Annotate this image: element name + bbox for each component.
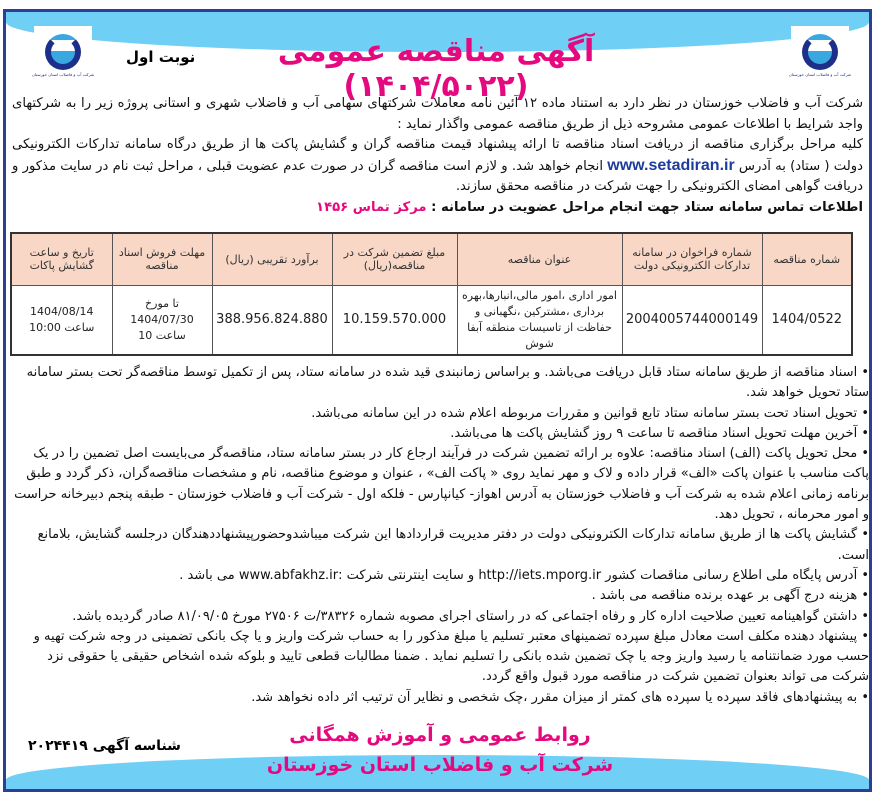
col-header: تاریخ و ساعت گشایش پاکات [11,233,112,285]
col-header: شماره فراخوان در سامانه تدارکات الکترونیکی دولت [622,233,762,285]
col-header: شماره مناقصه [762,233,852,285]
conditions-list [6,363,869,708]
table-row [11,285,852,355]
tender-number: 1404/0522 [762,285,852,355]
procedure-text: کلیه مراحل برگزاری مناقصه از دریافت اسناد مناقصه تا ارائه پیشنهاد قیمت مناقصه گران و گشایش پاکت ها از طریق درگاه سامانه تدارکات الکترونیکی دولت ( ستاد) به آدرس [12,137,863,174]
procedure-paragraph [12,135,863,198]
col-header: برآورد تقریبی (ریال) [212,233,332,285]
call-number: 2004005744000149 [622,285,762,355]
company-logo-right [788,26,852,84]
water-logo-icon [802,34,838,70]
ad-id: شناسه آگهی ۲۰۲۴۴۱۹ [28,738,181,754]
estimate-amount: 388.956.824.880 [212,285,332,355]
list-item: • آدرس پایگاه ملی اطلاع رسانی مناقصات کشور http://iets.mporg.ir و سایت اینترنتی شرکت :www.abfakhz.ir می باشد . [6,566,869,586]
logo-caption: شرکت آب و فاضلاب استان خوزستان [788,71,852,77]
intro-text [12,94,863,218]
list-item: • پیشنهاد دهنده مکلف است معادل مبلغ سپرده تضمینهای معتبر تسلیم یا مبلغ مذکور را به حساب شرکت واریز و یا چک بانکی تضمینی در وجه شرکت تهیه و حسب مورد ضمانتنامه یا رسید واریز وجه یا چک تضمین شده بانکی را تسلیم نماید . ضمنا مطالبات قطعی تایید و بلوکه شده اشخاص حقیقی یا حقوقی نزد شرکت می تواند بعنوان تضمین شرکت در مناقصه مورد قبول واقع گردد. [6,627,869,688]
procedure-text-cont: انجام خواهد شد. و لازم است مناقصه گران در صورت عدم عضویت قبلی ، مراحل ثبت نام در سایت مذکور و دریافت گواهی امضای الکترونیکی را جهت شرکت در مناقصه محقق سازند. [12,158,863,194]
logo-caption: شرکت آب و فاضلاب استان خوزستان [31,71,95,77]
water-logo-icon [45,34,81,70]
intro-paragraph: شرکت آب و فاضلاب خوزستان در نظر دارد به استناد ماده ۱۲ آئین نامه معاملات شرکتهای سهامی آب و فاضلاب شهری و استانی پروژه زیر را به شرکتهای واجد شرایط با اطلاعات عمومی مشروحه ذیل از طریق مناقصه عمومی واگذار نماید : [12,96,863,132]
contact-number: مرکز تماس ۱۴۵۶ [316,199,427,215]
notice-title: آگهی مناقصه عمومی (۱۴۰۴/۵۰۲۲) [277,34,595,104]
sale-deadline: تا مورخ 1404/07/30 ساعت 10 [112,285,212,355]
list-item: • به پیشنهادهای فاقد سپرده یا سپرده های کمتر از میزان مقرر ،چک شخصی و نظایر آن ترتیب اثر داده نخواهد شد. [6,688,869,708]
col-header: مهلت فروش اسناد مناقصه [112,233,212,285]
col-header: مبلغ تضمین شرکت در مناقصه(ریال) [332,233,457,285]
signature-block [260,720,620,780]
list-item: • محل تحویل پاکت (الف) اسناد مناقصه: علاوه بر ارائه تضمین شرکت در فرآیند ارجاع کار در بستر سامانه ستاد، مناقصه‌گر می‌بایست اصل تضمین را در یک پاکت مناسب با عنوان پاکت «الف» قرار داده و لاک و مهر نماید روی « پاکت الف» ، عنوان و موضوع مناقصه، نام و مشخصات مناقصه‌گران، ذکر گردد و طبق برنامه زمانی اعلام شده به شرکت آب و فاضلاب خوزستان به آدرس اهواز- کیانپارس - فلکه اول - شرکت آب و فاضلاب خوزستان - طبقه پنجم دبیرخانه حراست و امور محرمانه ، تحویل دهد. [6,444,869,525]
opening-date: 1404/08/14 ساعت 10:00 [11,285,112,355]
company-name: شرکت آب و فاضلاب استان خوزستان [266,754,614,776]
setad-link[interactable]: www.setadiran.ir [607,156,735,174]
contact-info [12,198,863,219]
contact-label: اطلاعات تماس سامانه ستاد جهت انجام مراحل عضویت در سامانه : [426,199,863,215]
list-item: • اسناد مناقصه از طریق سامانه ستاد قابل دریافت می‌باشد. و براساس زمانبندی قید شده در سامانه ستاد، پس از تکمیل توسط مناقصه‌گر تحت بستر سامانه ستاد تحویل خواهد شد. [6,363,869,404]
list-item: • آخرین مهلت تحویل اسناد مناقصه تا ساعت ۹ روز گشایش پاکت ها می‌باشد. [6,424,869,444]
round-label: نوبت اول [126,48,196,66]
pr-department: روابط عمومی و آموزش همگانی [289,724,591,746]
list-item: • داشتن گواهینامه تعیین صلاحیت اداره کار و رفاه اجتماعی که در راستای اجرای مصوبه شماره ۳۸۳۲۶/ت ۲۷۵۰۶ مورخ ۸۱/۰۹/۰۵ صادر گردیده باشد. [6,607,869,627]
table-header-row [11,233,852,285]
tender-title: امور اداری ،امور مالی،انبارها،بهره برداری ،مشترکین ،نگهبانی و حفاظت از تاسیسات منطقه آبفا شوش [457,285,622,355]
list-item: • هزینه درج آگهی بر عهده برنده مناقصه می باشد . [6,586,869,606]
list-item: • گشایش پاکت ها از طریق سامانه تدارکات الکترونیکی دولت در دفتر مدیریت قراردادها این شرکت میباشدوحضورپیشنهاددهندگان درجلسه گشایش، بلامانع است. [6,525,869,566]
col-header: عنوان مناقصه [457,233,622,285]
tender-table [10,232,853,356]
company-logo-left [31,26,95,84]
guarantee-amount: 10.159.570.000 [332,285,457,355]
list-item: • تحویل اسناد تحت بستر سامانه ستاد تابع قوانین و مقررات مربوطه اعلام شده در این سامانه می‌باشد. [6,404,869,424]
